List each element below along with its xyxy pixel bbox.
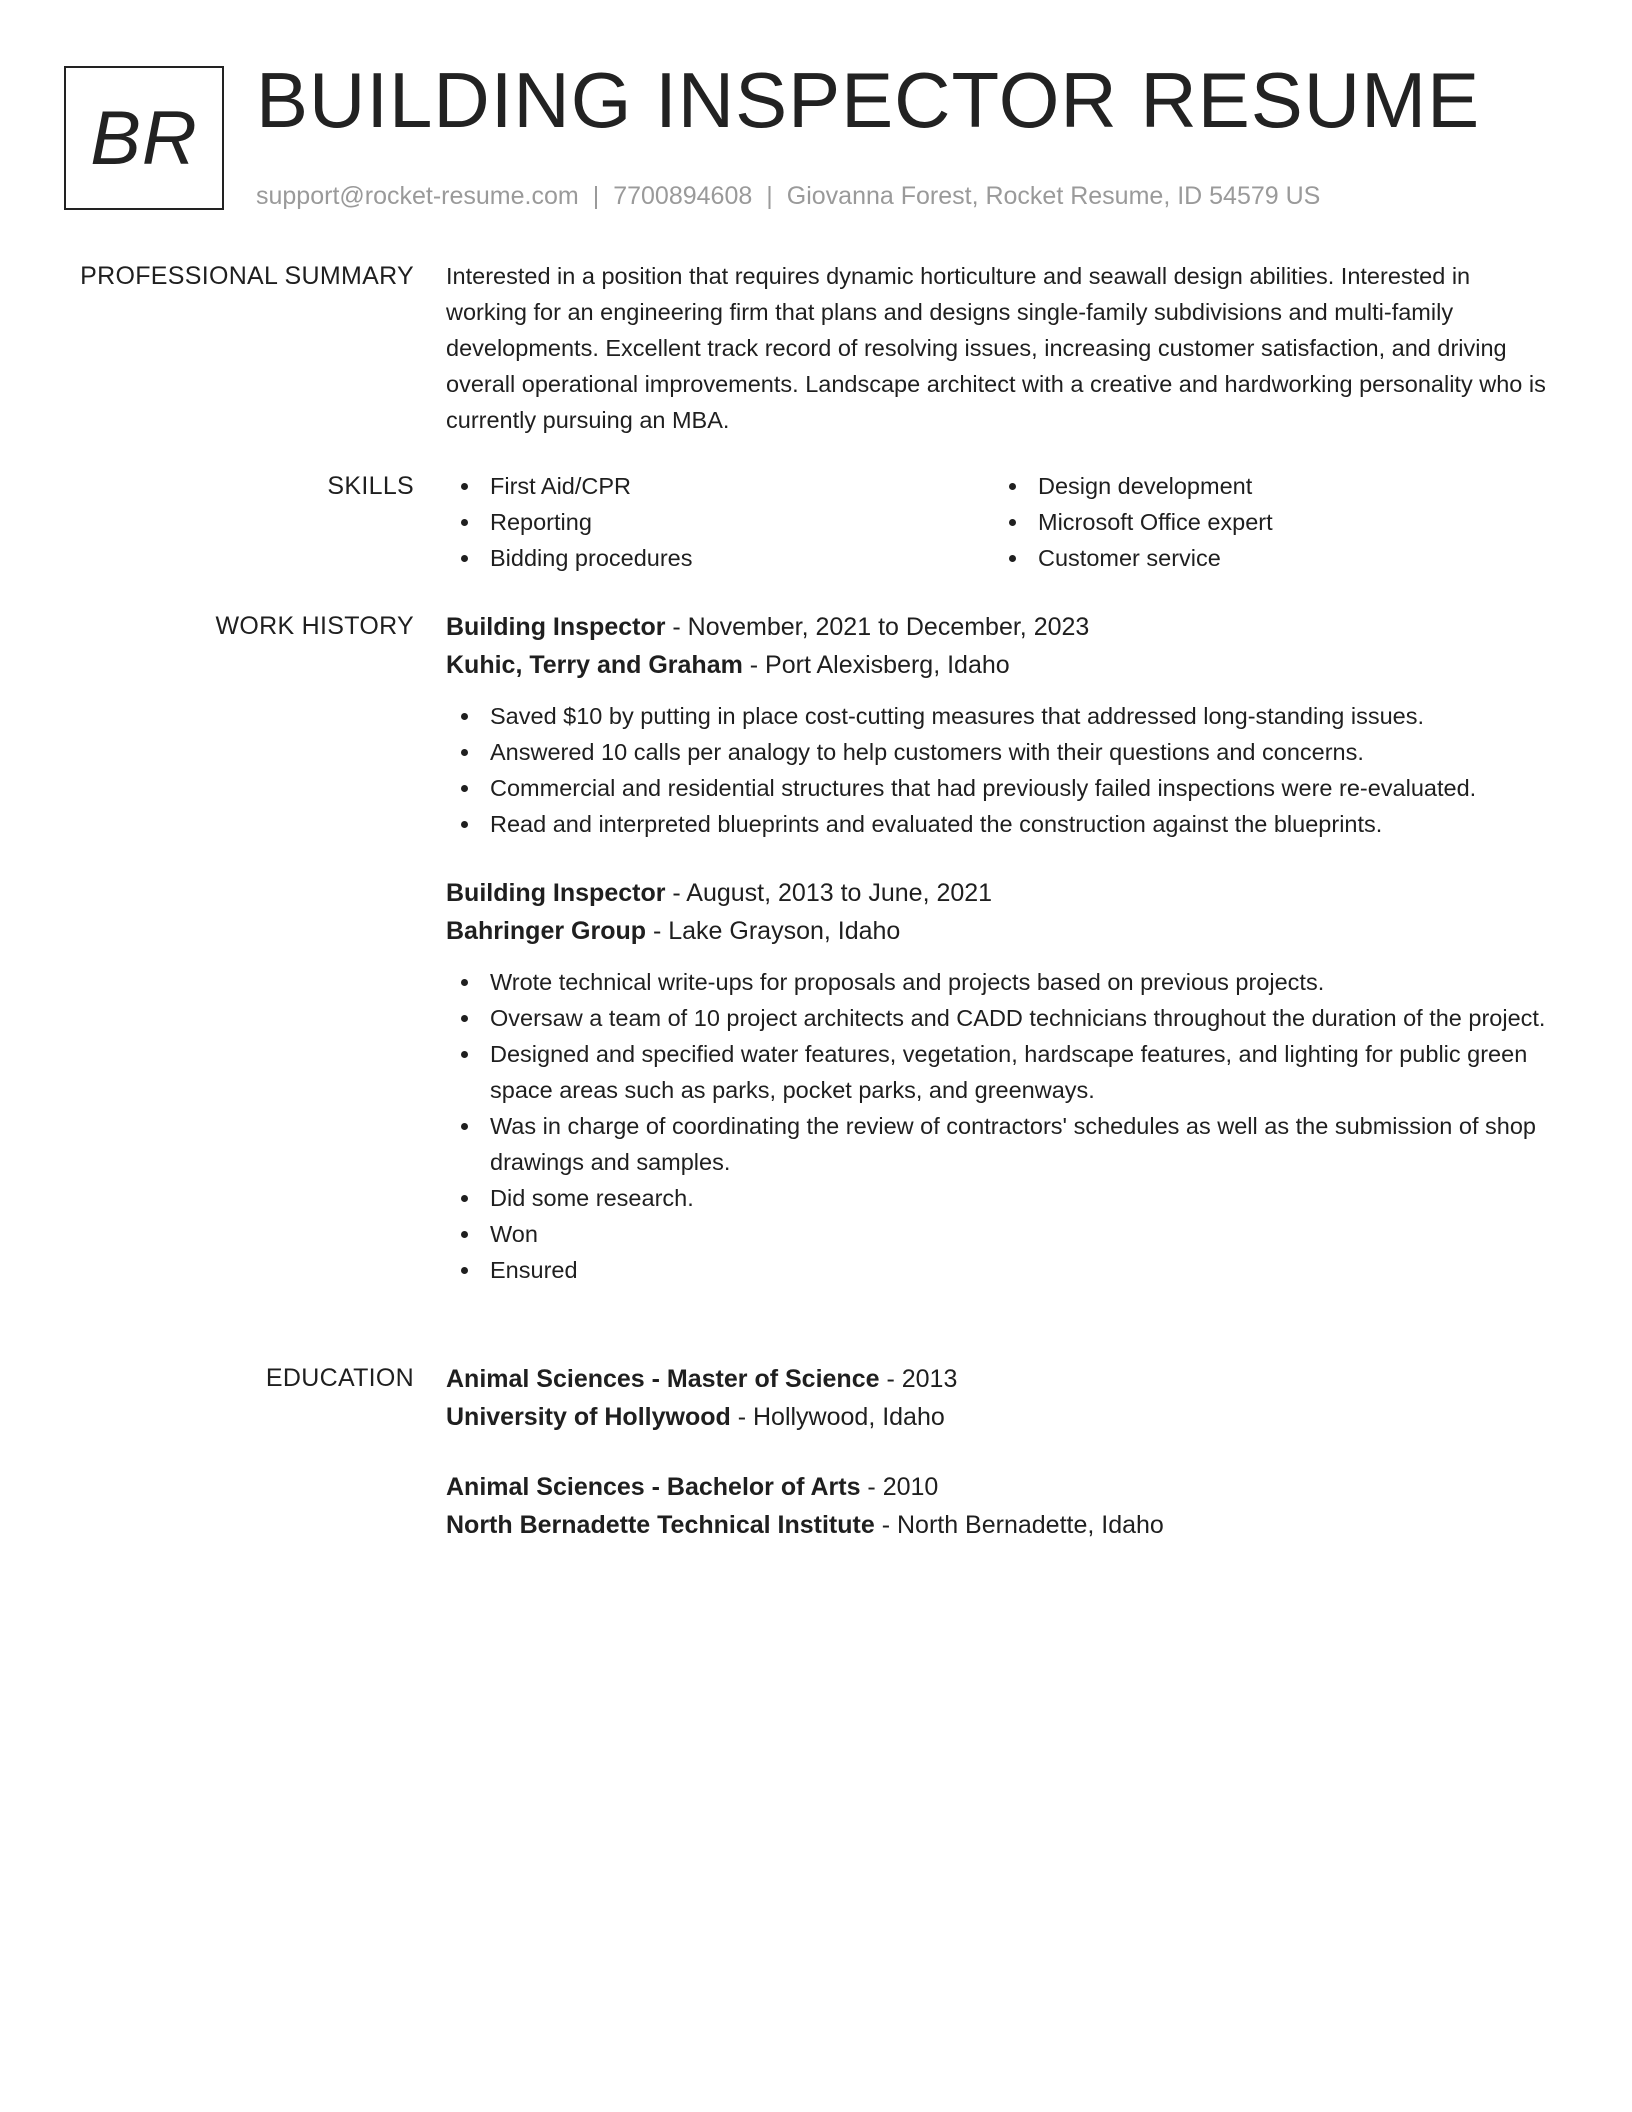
contact-line xyxy=(256,182,1592,211)
education-entry xyxy=(446,1360,1546,1436)
contact-email: support@rocket-resume.com xyxy=(256,182,579,210)
job-company: Bahringer Group xyxy=(446,917,647,945)
job-title: Building Inspector xyxy=(446,879,666,907)
education-body xyxy=(446,1360,1546,1544)
resume-header xyxy=(256,52,1592,211)
education-degree: Animal Sciences - Master of Science xyxy=(446,1365,880,1393)
skill-item: Reporting xyxy=(446,504,994,540)
skills-column-left xyxy=(446,468,994,576)
work-history-body xyxy=(446,608,1546,1288)
monogram-box xyxy=(64,66,224,210)
skills-grid xyxy=(446,468,1546,576)
education-entry xyxy=(446,1468,1546,1544)
education-location: - North Bernadette, Idaho xyxy=(874,1511,1164,1539)
job-location: - Port Alexisberg, Idaho xyxy=(742,651,1010,679)
job-dates: - November, 2021 to December, 2023 xyxy=(665,613,1090,641)
job-entry xyxy=(446,608,1546,842)
skills-column-right xyxy=(994,468,1542,576)
job-bullet: Oversaw a team of 10 project architects and CADD technicians throughout the duration of the project. xyxy=(446,1000,1546,1036)
skills-heading: SKILLS xyxy=(327,472,414,500)
job-bullet: Ensured xyxy=(446,1252,1546,1288)
job-bullets xyxy=(446,698,1546,842)
job-title-line xyxy=(446,608,1546,646)
job-bullet: Won xyxy=(446,1216,1546,1252)
education-school: University of Hollywood xyxy=(446,1403,731,1431)
education-heading: EDUCATION xyxy=(265,1364,414,1392)
job-company: Kuhic, Terry and Graham xyxy=(446,651,743,679)
contact-separator: | xyxy=(766,182,773,210)
job-bullet: Answered 10 calls per analogy to help customers with their questions and concerns. xyxy=(446,734,1546,770)
job-bullet: Commercial and residential structures that had previously failed inspections were re-evaluated. xyxy=(446,770,1546,806)
monogram-initials: BR xyxy=(90,95,198,181)
job-entry xyxy=(446,874,1546,1288)
job-bullet: Was in charge of coordinating the review of contractors' schedules as well as the submission of shop drawings and samples. xyxy=(446,1108,1546,1180)
contact-phone: 7700894608 xyxy=(613,182,753,210)
job-company-line xyxy=(446,912,1546,950)
work-history-heading: WORK HISTORY xyxy=(215,612,414,640)
resume-title: BUILDING INSPECTOR RESUME xyxy=(256,56,1481,144)
summary-heading: PROFESSIONAL SUMMARY xyxy=(80,262,414,290)
job-dates: - August, 2013 to June, 2021 xyxy=(665,879,993,907)
skill-item: Design development xyxy=(994,468,1542,504)
skill-item: First Aid/CPR xyxy=(446,468,994,504)
job-bullet: Read and interpreted blueprints and evaluated the construction against the blueprints. xyxy=(446,806,1546,842)
education-degree-line xyxy=(446,1360,1546,1398)
job-location: - Lake Grayson, Idaho xyxy=(646,917,901,945)
job-bullet: Did some research. xyxy=(446,1180,1546,1216)
skill-item: Microsoft Office expert xyxy=(994,504,1542,540)
education-year: - 2010 xyxy=(860,1473,939,1501)
job-bullet: Saved $10 by putting in place cost-cutting measures that addressed long-standing issues. xyxy=(446,698,1546,734)
summary-text: Interested in a position that requires dynamic horticulture and seawall design abilities. Interested in working for an engineering firm that plans and designs single-family subdivisions and multi-family developments. Excellent track record of resolving issues, increasing customer satisfaction, and driving overall operational improvements. Landscape architect with a creative and hardworking personality who is currently pursuing an MBA. xyxy=(446,263,1546,433)
education-school-line xyxy=(446,1506,1546,1544)
job-title-line xyxy=(446,874,1546,912)
contact-address: Giovanna Forest, Rocket Resume, ID 54579 US xyxy=(786,182,1321,210)
skill-item: Customer service xyxy=(994,540,1542,576)
job-title: Building Inspector xyxy=(446,613,666,641)
education-degree: Animal Sciences - Bachelor of Arts xyxy=(446,1473,861,1501)
contact-separator: | xyxy=(592,182,600,210)
job-bullets xyxy=(446,964,1546,1288)
education-year: - 2013 xyxy=(879,1365,958,1393)
skill-item: Bidding procedures xyxy=(446,540,994,576)
education-school-line xyxy=(446,1398,1546,1436)
education-degree-line xyxy=(446,1468,1546,1506)
job-bullet: Wrote technical write-ups for proposals and projects based on previous projects. xyxy=(446,964,1546,1000)
education-location: - Hollywood, Idaho xyxy=(730,1403,945,1431)
education-school: North Bernadette Technical Institute xyxy=(446,1511,875,1539)
job-company-line xyxy=(446,646,1546,684)
job-bullet: Designed and specified water features, vegetation, hardscape features, and lighting for public green space areas such as parks, pocket parks, and greenways. xyxy=(446,1036,1546,1108)
